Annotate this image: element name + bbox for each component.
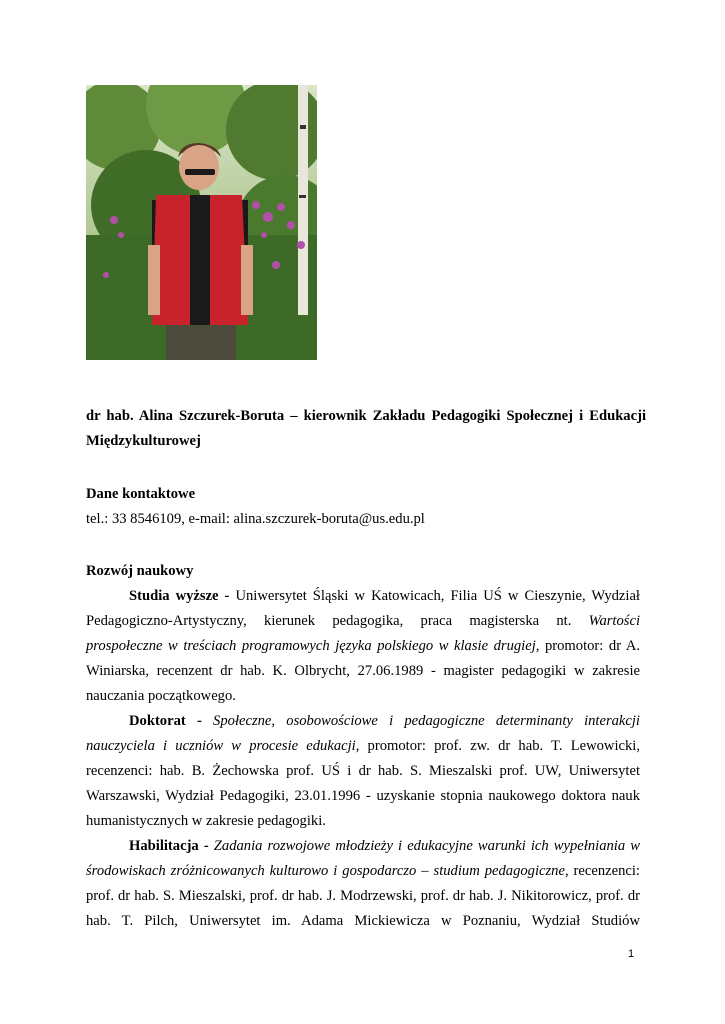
- page-title: [86, 404, 646, 454]
- habilitation-reviewers-label: , recenzenci:: [564, 863, 640, 879]
- studies-label: Studia wyższe -: [129, 588, 230, 604]
- doctorate-label: Doktorat -: [129, 713, 202, 729]
- doctorate-title-end: nauczyciela i uczniów w procesie edukacji,: [86, 738, 360, 754]
- page-number: 1: [628, 948, 635, 960]
- portrait-photo: [86, 85, 317, 360]
- doctorate-line-5: humanistycznych w zakresie pedagogiki.: [86, 813, 326, 829]
- habilitation-line-4: hab. T. Pilch, Uniwersytet im. Adama Mickiewicza w Poznaniu, Wydział Studiów: [86, 913, 640, 929]
- habilitation-title-end: środowiskach zróżnicowanych kulturowo i gospodarczo – studium pedagogiczne: [86, 863, 565, 879]
- studies-line-4: Winiarska, recenzent dr hab. K. Olbrycht, 27.06.1989 - magister pedagogiki w zakresie: [86, 663, 640, 679]
- studies-line-5: nauczania początkowego.: [86, 688, 236, 704]
- doctorate-title-start: Społeczne, osobowościowe i pedagogiczne determinanty interakcji: [201, 713, 640, 729]
- doctorate-promoter: promotor: prof. zw. dr hab. T. Lewowicki,: [359, 738, 640, 754]
- studies-line-2: Pedagogiczno-Artystyczny, kierunek pedagogika, praca magisterska nt.: [86, 613, 589, 629]
- habilitation-paragraph: [86, 834, 640, 934]
- habilitation-title-start: Zadania rozwojowe młodzieży i edukacyjne warunki ich wypełniania w: [208, 838, 640, 854]
- doctorate-line-3: recenzenci: hab. B. Żechowska prof. UŚ i dr hab. S. Mieszalski prof. UW, Uniwersytet: [86, 763, 640, 779]
- contact-heading: Dane kontaktowe: [86, 486, 196, 502]
- studies-thesis-start: Wartości: [588, 613, 640, 629]
- title-line-1: dr hab. Alina Szczurek-Boruta – kierownik Zakładu Pedagogiki Społecznej i Edukacji: [86, 408, 646, 424]
- studies-thesis-title: prospołeczne w treściach programowych języka polskiego w klasie drugiej,: [86, 638, 540, 654]
- studies-paragraph: [86, 584, 640, 709]
- habilitation-label: Habilitacja -: [129, 838, 209, 854]
- title-line-2: Międzykulturowej: [86, 433, 201, 449]
- portrait-illustration: [86, 85, 317, 360]
- development-heading: Rozwój naukowy: [86, 563, 194, 579]
- studies-line-1: Uniwersytet Śląski w Katowicach, Filia UŚ w Cieszynie, Wydział: [229, 588, 640, 604]
- contact-info: tel.: 33 8546109, e-mail: alina.szczurek-boruta@us.edu.pl: [86, 511, 425, 527]
- studies-promoter: promotor: dr A.: [539, 638, 641, 654]
- doctorate-line-4: Warszawski, Wydział Pedagogiki, 23.01.1996 - uzyskanie stopnia naukowego doktora nauk: [86, 788, 640, 804]
- habilitation-line-3: prof. dr hab. S. Mieszalski, prof. dr hab. J. Modrzewski, prof. dr hab. J. Nikitorowicz, prof. dr: [86, 888, 640, 904]
- doctorate-paragraph: [86, 709, 640, 834]
